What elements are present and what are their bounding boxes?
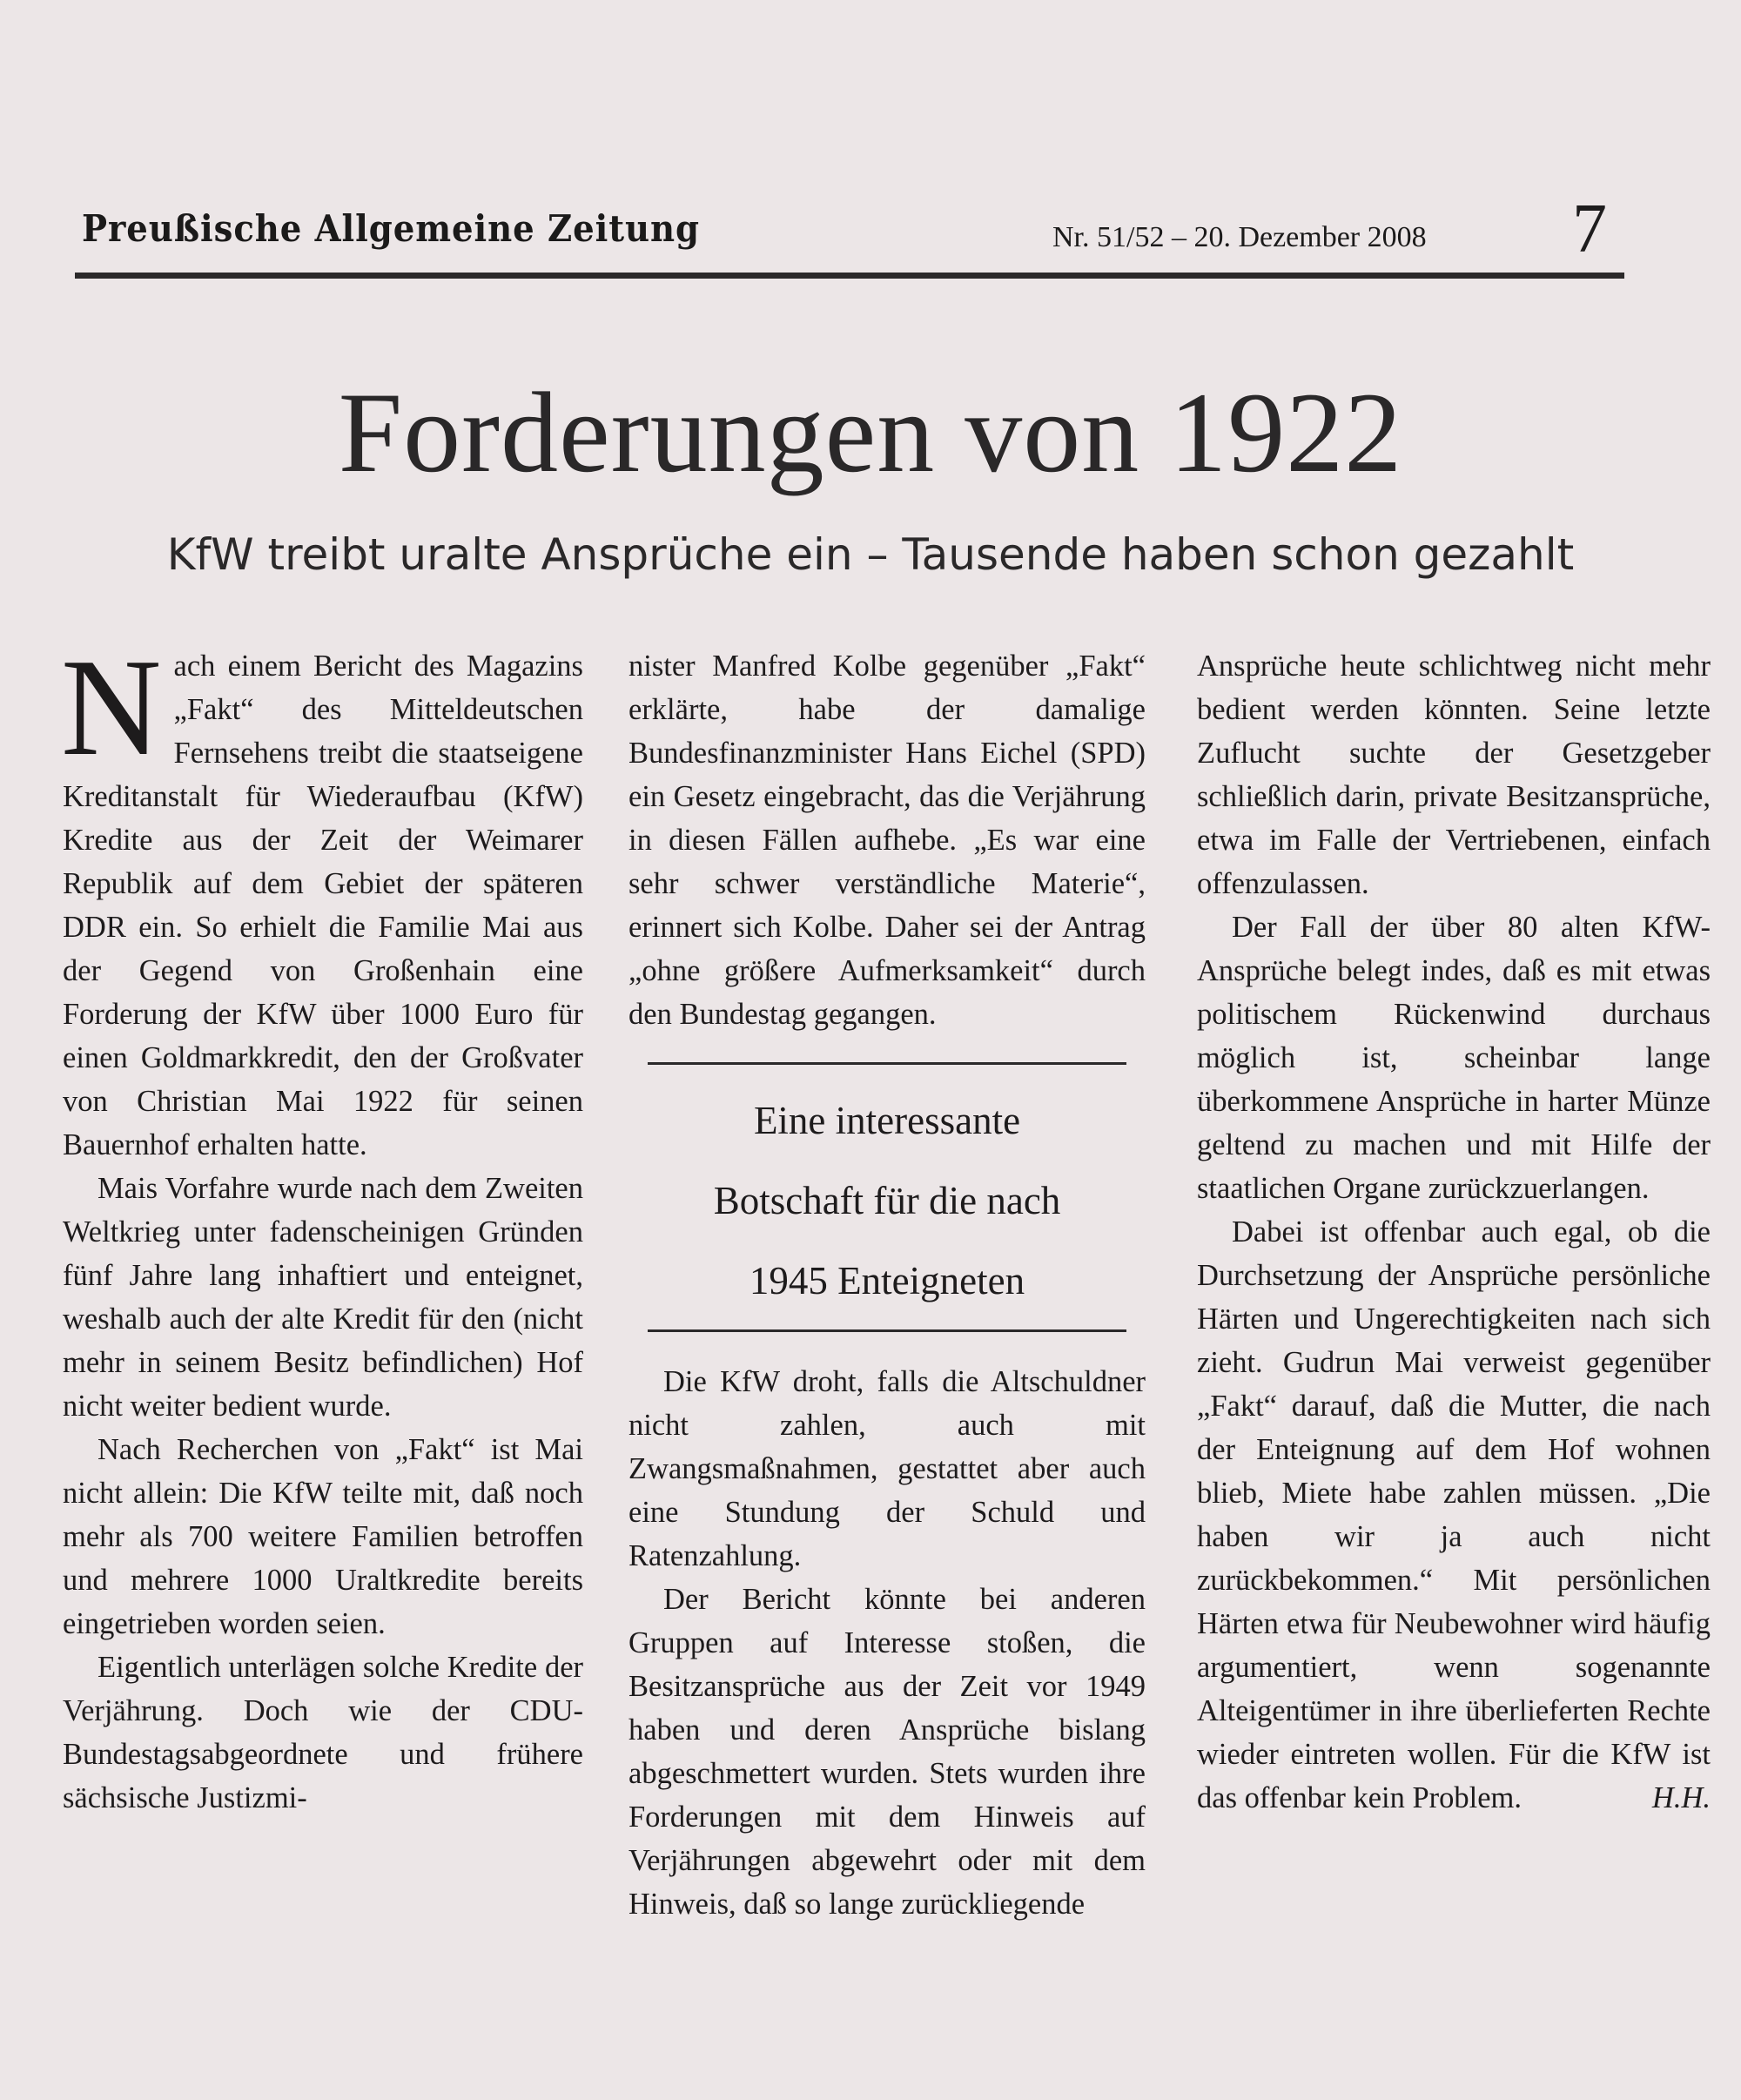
paragraph: Der Fall der über 80 alten KfW-Ansprüche belegt indes, daß es mit etwas politischem Rückenwind durchaus möglich ist, scheinbar lange überkommene Ansprüche in harter Münze geltend zu machen und mit Hilfe der staatlichen Organe zurückzuerlangen.: [1197, 911, 1711, 1205]
subheadline: KfW treibt uralte Ansprüche ein – Tausende haben schon gezahlt: [166, 529, 1575, 580]
drop-cap: N: [61, 629, 162, 784]
paragraph: Mais Vorfahre wurde nach dem Zweiten Weltkrieg unter fadenscheinigen Gründen fünf Jahre lang inhaftiert und enteignet, weshalb auch der alte Kredit für den (nicht mehr in seinem Besitz befindlichen) Hof nicht weiter bedient wurde.: [63, 1172, 583, 1423]
author-initials: H.H.: [1651, 1781, 1711, 1814]
paragraph: Ansprüche heute schlichtweg nicht mehr bedient werden könnten. Seine letzte Zuflucht suchte der Gesetzgeber schließlich darin, private Besitzansprüche, etwa im Falle der Vertriebenen, einfach offenzulassen.: [1197, 650, 1711, 900]
paragraph-text: Dabei ist offenbar auch egal, ob die Durchsetzung der Ansprüche persönliche Härten und Ungerechtigkeiten nach sich zieht. Gudrun Mai verweist gegenüber „Fakt“ darauf, daß die Mutter, die nach der Enteignung auf dem Hof wohnen blieb, Miete habe zahlen müssen. „Die haben wir ja auch nicht zurückbekommen.“ Mit persönlichen Härten etwa für Neubewohner wird häufig argumentiert, wenn sogenannte Alteigentümer in ihre überlieferten Rechte wieder eintreten wollen. Für die KfW ist das offenbar kein Problem.: [1197, 1215, 1711, 1814]
paragraph: [1197, 1210, 1711, 1820]
paragraph: Nach Recherchen von „Fakt“ ist Mai nicht allein: Die KfW teilte mit, daß noch mehr als 700 weitere Familien betroffen und mehrere 1000 Uraltkredite bereits eingetrieben worden seien.: [63, 1433, 583, 1640]
headline: Forderungen von 1922: [338, 368, 1403, 496]
paragraph: Die KfW droht, falls die Altschuldner nicht zahlen, auch mit Zwangsmaßnahmen, gestattet aber auch eine Stundung der Schuld und Ratenzahlung.: [629, 1365, 1146, 1572]
pull-quote: [629, 1062, 1146, 1332]
paragraph: Der Bericht könnte bei anderen Gruppen auf Interesse stoßen, die Besitzansprüche aus der Zeit vor 1949 haben und deren Ansprüche bislang abgeschmettert wurden. Stets wurden ihre Forderungen mit dem Hinweis auf Verjährungen abgewehrt oder mit dem Hinweis, daß so lange zurückliegende: [629, 1583, 1146, 1921]
masthead: [75, 190, 1624, 277]
page-number: 7: [1572, 191, 1607, 267]
column-2: [629, 644, 1146, 1926]
newspaper-name: Preußische Allgemeine Zeitung: [82, 207, 700, 250]
pull-quote-line: Botschaft für die nach: [713, 1179, 1061, 1222]
pull-quote-text: [629, 1065, 1146, 1329]
pull-quote-line: 1945 Enteigneten: [749, 1259, 1025, 1302]
column-1: [61, 629, 583, 1820]
paragraph: nister Manfred Kolbe gegenüber „Fakt“ erklärte, habe der damalige Bundesfinanzminister Hans Eichel (SPD) ein Gesetz eingebracht, das die Verjährung in diesen Fällen aufhebe. „Es war eine sehr schwer verständliche Materie“, erinnert sich Kolbe. Daher sei der Antrag „ohne größere Aufmerksamkeit“ durch den Bundestag gegangen.: [629, 650, 1146, 1031]
paragraph: Eigentlich unterlägen solche Kredite der Verjährung. Doch wie der CDU-Bundestagsabgeordnete und frühere sächsische Justizmi-: [63, 1651, 583, 1814]
issue-date: Nr. 51/52 – 20. Dezember 2008: [1052, 221, 1427, 253]
masthead-rule: [75, 273, 1624, 279]
paragraph: [61, 629, 583, 1167]
pull-quote-line: Eine interessante: [753, 1099, 1021, 1142]
pull-quote-rule-bottom: [648, 1329, 1126, 1332]
paragraph-text: ach einem Bericht des Magazins „Fakt“ des Mitteldeutschen Fernsehens treibt die staatseigene Kreditanstalt für Wiederaufbau (KfW) Kredite aus der Zeit der Weimarer Republik auf dem Gebiet der späteren DDR ein. So erhielt die Familie Mai aus der Gegend von Großenhain eine Forderung der KfW über 1000 Euro für einen Goldmarkkredit, den der Großvater von Christian Mai 1922 für seinen Bauernhof erhalten hatte.: [63, 650, 583, 1161]
column-3: [1197, 644, 1711, 1820]
